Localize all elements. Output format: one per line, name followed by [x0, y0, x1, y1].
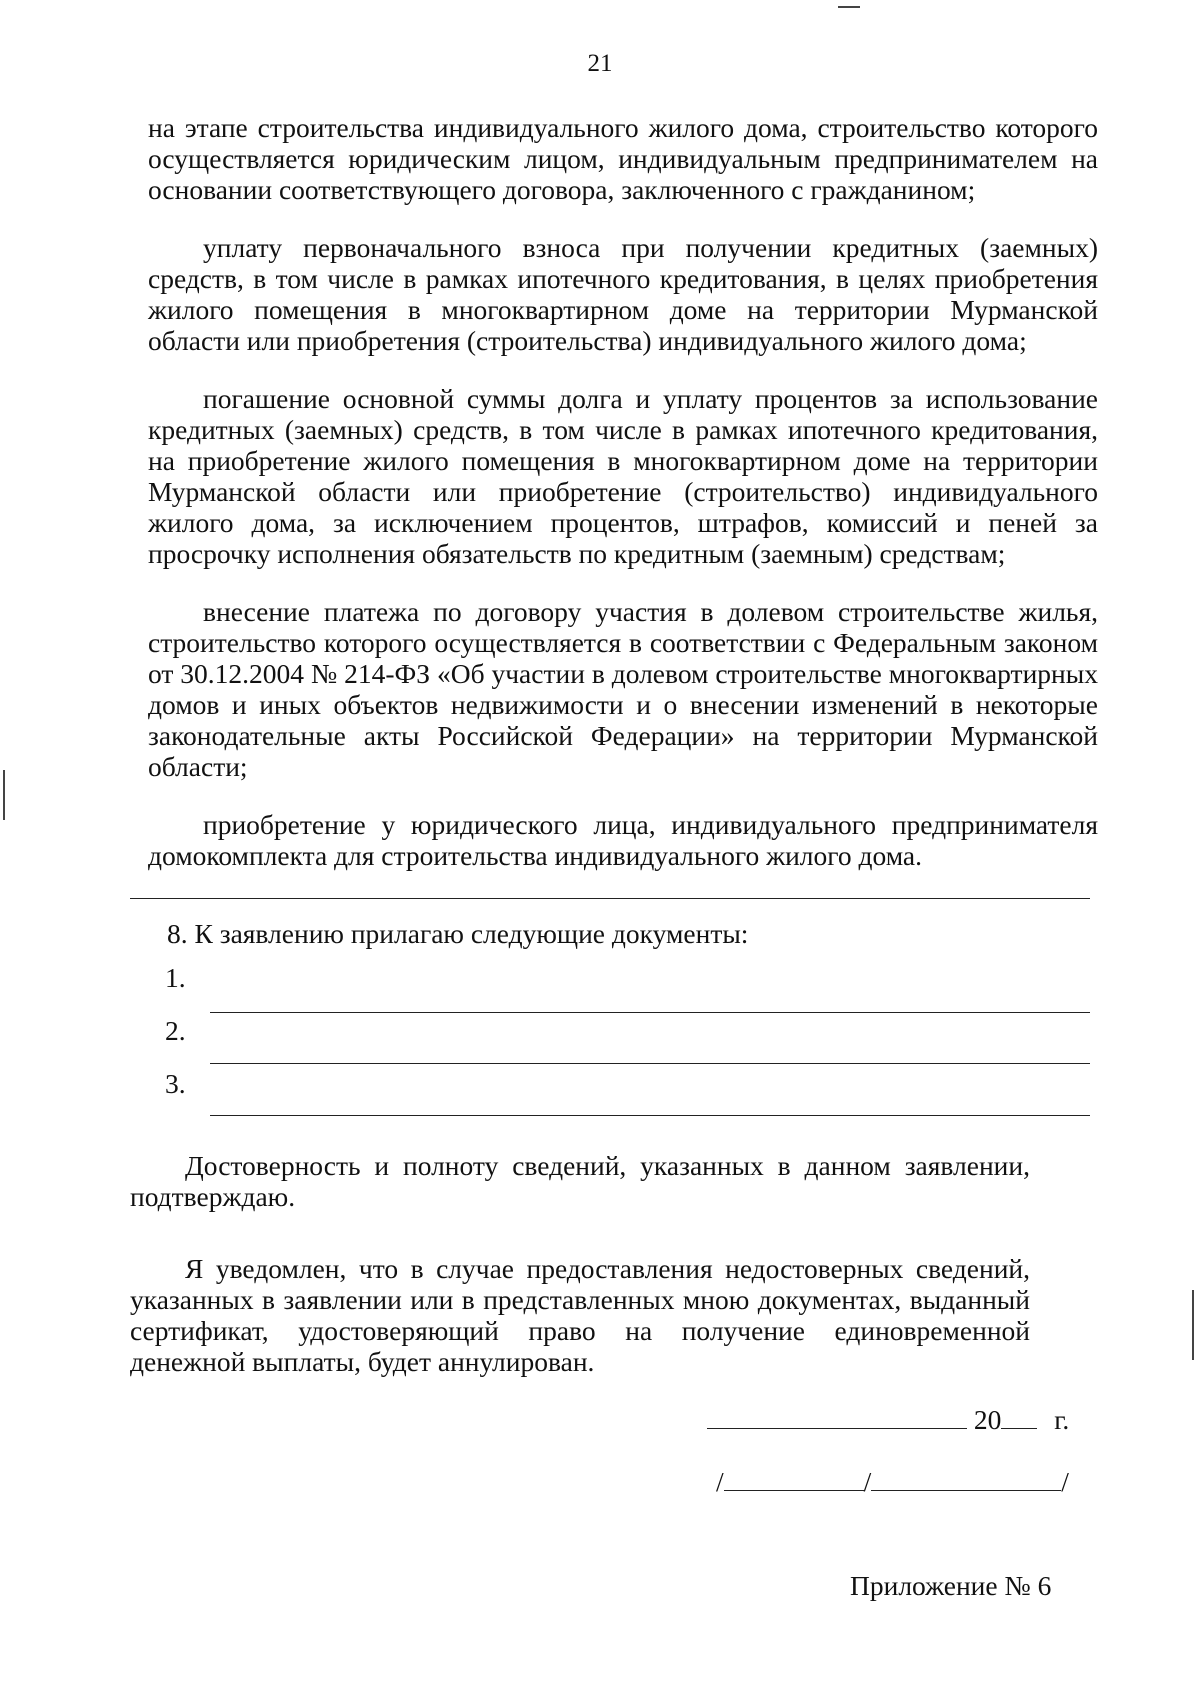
- confirmation-text: Достоверность и полноту сведений, указанных в данном заявлении, подтверждаю.: [130, 1150, 1030, 1212]
- paragraph-loan-repayment: погашение основной суммы долга и уплату процентов за использование кредитных (заемных) средств, в том числе в рамках ипотечного кредитования, на приобретение жилого помещения в многоквартирном доме на территории Мурманской области или приобретение (строительство) индивидуального жилого дома, за исключением процентов, штрафов, комиссий и пеней за просрочку исполнения обязательств по кредитным (заемным) средствам;: [148, 383, 1098, 569]
- year-prefix: 20: [973, 1404, 1002, 1435]
- scan-artifact-right: [1192, 1290, 1194, 1360]
- scan-artifact-left: [3, 770, 5, 820]
- page-number: 21: [587, 50, 613, 77]
- document-item-number: 2.: [165, 1015, 186, 1046]
- paragraph-construction: на этапе строительства индивидуального жилого дома, строительство которого осуществляется юридическим лицом, индивидуальным предпринимателем на основании соответствующего договора, заключенного с гражданином;: [148, 112, 1098, 205]
- appendix-label: Приложение № 6: [850, 1570, 1052, 1601]
- signature-separator: /: [1061, 1466, 1069, 1497]
- paragraph-shared-construction: внесение платежа по договору участия в долевом строительстве жилья, строительство которого осуществляется в соответствии с Федеральным законом от 30.12.2004 № 214-ФЗ «Об участии в долевом строительстве многоквартирных домов и иных объектов недвижимости и о внесении изменений в некоторые законодательные акты Российской Федерации» на территории Мурманской области;: [148, 596, 1098, 782]
- date-line: [707, 1404, 1069, 1436]
- year-blank: [1001, 1428, 1037, 1429]
- name-blank: [871, 1490, 1061, 1491]
- signature-separator: /: [863, 1466, 872, 1497]
- paragraph-initial-payment: уплату первоначального взноса при получении кредитных (заемных) средств, в том числе в рамках ипотечного кредитования, в целях приобретения жилого помещения в многоквартирном доме на территории Мурманской области или приобретения (строительства) индивидуального жилого дома;: [148, 232, 1098, 356]
- paragraph-house-kit: приобретение у юридического лица, индивидуального предпринимателя домокомплекта для строительства индивидуального жилого дома.: [148, 809, 1098, 871]
- documents-heading: 8. К заявлению прилагаю следующие документы:: [167, 918, 749, 949]
- document-item-number: 1.: [165, 962, 186, 993]
- document-entry-line: [210, 1115, 1090, 1116]
- document-body: [148, 112, 1098, 898]
- section-divider-line: [130, 898, 1090, 899]
- scan-artifact-top: [838, 6, 860, 8]
- year-suffix: г.: [1054, 1404, 1070, 1435]
- signature-separator: /: [716, 1466, 724, 1497]
- notice-text: Я уведомлен, что в случае предоставления недостоверных сведений, указанных в заявлении или в представленных мною документах, выданный сертификат, удостоверяющий право на получение единовременной денежной выплаты, будет аннулирован.: [130, 1253, 1030, 1377]
- signature-blank: [724, 1490, 864, 1491]
- date-blank: [707, 1428, 967, 1429]
- document-entry-line: [210, 1012, 1090, 1013]
- document-item-number: 3.: [165, 1068, 186, 1099]
- document-entry-line: [210, 1063, 1090, 1064]
- signature-line: [716, 1466, 1069, 1498]
